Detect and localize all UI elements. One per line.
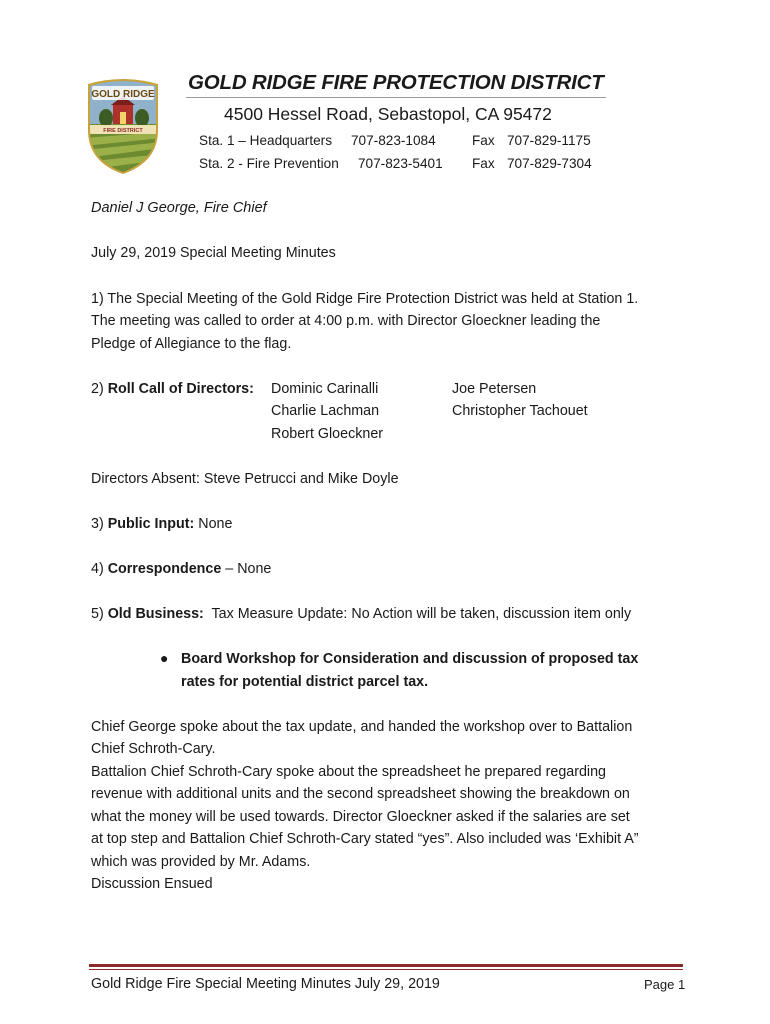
item-4-prefix: 4) [91,561,108,577]
footer-rule-thick [89,964,683,967]
bullet-line-1: Board Workshop for Consideration and discussion of proposed tax [181,651,639,667]
title-underline [186,97,606,98]
org-address: 4500 Hessel Road, Sebastopol, CA 95472 [224,104,552,124]
director-1: Dominic Carinalli [271,381,379,397]
station-1-phone: 707-823-1084 [351,133,436,148]
public-input-label: Public Input: [107,516,195,532]
logo-band-text: FIRE DISTRICT [103,128,143,134]
item-5 [91,603,631,626]
item-3 [91,513,232,536]
discussion-line-7: which was provided by Mr. Adams. [91,854,311,870]
bullet-line-2: rates for potential district parcel tax. [181,674,429,690]
org-title: GOLD RIDGE FIRE PROTECTION DISTRICT [188,71,604,94]
discussion-line-4: revenue with additional units and the second spreadsheet showing the breakdown on [91,786,630,802]
item-5-prefix: 5) [91,606,108,622]
district-seal-icon [84,78,162,174]
item-1-line-1: 1) The Special Meeting of the Gold Ridge Fire Protection District was held at Station 1. [91,291,639,307]
discussion-line-1: Chief George spoke about the tax update, and handed the workshop over to Battalion [91,719,633,735]
correspondence-value: – None [221,561,272,577]
roll-call-label: Roll Call of Directors: [107,381,254,397]
discussion-line-5: what the money will be used towards. Director Gloeckner asked if the salaries are set [91,809,630,825]
director-2: Charlie Lachman [271,403,380,419]
page-number: Page 1 [644,977,686,992]
discussion-line-6: at top step and Battalion Chief Schroth-Cary stated “yes”. Also included was ‘Exhibit A” [91,831,639,847]
meeting-title: July 29, 2019 Special Meeting Minutes [91,245,336,261]
public-input-value: None [194,516,233,532]
discussion-line-2: Chief Schroth-Cary. [91,741,216,757]
item-4 [91,558,271,581]
station-2-phone: 707-823-5401 [358,156,443,171]
item-1-line-3: Pledge of Allegiance to the flag. [91,336,292,352]
footer-title: Gold Ridge Fire Special Meeting Minutes July 29, 2019 [91,976,440,992]
station-2-name: Sta. 2 - Fire Prevention [199,156,339,171]
item-3-prefix: 3) [91,516,108,532]
directors-absent: Directors Absent: Steve Petrucci and Mike Doyle [91,471,399,487]
item-2-prefix: 2) [91,381,108,397]
old-business-value: Tax Measure Update: No Action will be taken, discussion item only [203,606,632,622]
director-4: Joe Petersen [452,381,537,397]
bullet-icon: ● [160,650,169,666]
item-1-line-2: The meeting was called to order at 4:00 p.m. with Director Gloeckner leading the [91,313,601,329]
item-2-heading [91,378,254,401]
director-3: Robert Gloeckner [271,426,384,442]
station-1-fax-label: Fax [472,133,495,148]
correspondence-label: Correspondence [107,561,222,577]
station-1-name: Sta. 1 – Headquarters [199,133,332,148]
station-2-fax: 707-829-7304 [507,156,592,171]
old-business-label: Old Business: [107,606,204,622]
discussion-line-3: Battalion Chief Schroth-Cary spoke about the spreadsheet he prepared regarding [91,764,607,780]
station-1-fax: 707-829-1175 [507,133,591,148]
director-5: Christopher Tachouet [452,403,588,419]
footer-rule-thin [89,969,683,970]
station-2-fax-label: Fax [472,156,495,171]
discussion-line-8: Discussion Ensued [91,876,213,892]
fire-chief-name: Daniel J George, Fire Chief [91,200,267,216]
logo-text: GOLD RIDGE [91,89,155,100]
